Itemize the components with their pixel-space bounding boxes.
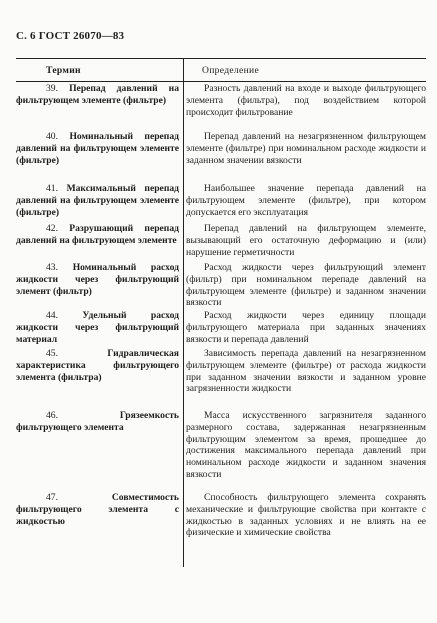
term-text: Грязеемкость фильтрующего элемента <box>16 410 179 433</box>
definition-cell: Перепад давлений на фильтрующем элементе, вызывающий его остаточную деформацию и (или) нарушение герметичности <box>186 223 426 258</box>
term-number: 42. <box>46 223 58 234</box>
term-cell <box>16 183 179 218</box>
term-cell <box>16 262 179 297</box>
term-cell <box>16 310 179 345</box>
column-header-term: Термин <box>46 65 81 76</box>
term-number: 43. <box>46 262 58 273</box>
term-text: Максимальный перепад давлений на фильтрующем элементе (фильтре) <box>16 183 179 218</box>
term-number: 39. <box>46 83 58 94</box>
term-text: Номинальный перепад давлений на фильтрующем элементе (фильтре) <box>16 131 179 166</box>
term-cell <box>16 410 179 434</box>
term-cell <box>16 131 179 166</box>
term-cell <box>16 492 179 527</box>
definition-cell: Наибольшее значение перепада давлений на фильтрующем элементе (фильтре), при котором допускается его эксплуатация <box>186 183 426 218</box>
term-text: Гидравлическая характеристика фильтрующего элемента (фильтра) <box>16 348 179 383</box>
term-text: Совместимость фильтрующего элемента с жидкостью <box>16 492 179 527</box>
term-number: 44. <box>46 310 58 321</box>
term-number: 46. <box>46 410 58 421</box>
definition-cell: Разность давлений на входе и выходе фильтрующего элемента (фильтра), под воздействием которой происходит фильтрование <box>186 83 426 118</box>
term-number: 47. <box>46 492 58 503</box>
definition-cell: Масса искусственного загрязнителя заданного размерного состава, задержанная незагрязненным фильтрующим элементом за время, прошедшее до достижения максимального перепада давлений при номинальном расходе жидкости и заданном значения вязкости <box>186 410 426 480</box>
term-text: Разрушающий перепад давлений на фильтрующем элементе <box>16 223 179 246</box>
term-text: Номинальный расход жидкости через фильтрующий элемент (фильтр) <box>16 262 179 297</box>
column-divider <box>183 58 184 567</box>
definition-cell: Перепад давлений на незагрязненном фильтрующем элементе (фильтре) при номинальном расходе жидкости и заданном значении вязкости <box>186 131 426 166</box>
table-top-rule <box>16 58 426 59</box>
term-number: 40. <box>46 131 58 142</box>
term-cell <box>16 223 179 247</box>
term-cell <box>16 83 179 107</box>
term-number: 41. <box>46 183 58 194</box>
definition-cell: Зависимость перепада давлений на незагрязненном фильтрующем элементе (фильтре) от расхода жидкости при заданном значении вязкости и заданном уровне загрязненности жидкости <box>186 348 426 395</box>
definition-cell: Расход жидкости через фильтрующий элемент (фильтр) при номинальном перепаде давлений на фильтрующем элементе (фильтре) и заданном значении вязкости <box>186 262 426 309</box>
term-number: 45. <box>46 348 58 359</box>
term-text: Удельный расход жидкости через фильтрующий материал <box>16 310 179 345</box>
page-header: С. 6 ГОСТ 26070—83 <box>16 30 125 42</box>
term-text: Перепад давлений на фильтрующем элементе (фильтре) <box>16 83 179 106</box>
definition-cell: Способность фильтрующего элемента сохранять механические и фильтрующие свойства при контакте с жидкостью в заданных условиях и не влиять на ее физические и химические свойства <box>186 492 426 539</box>
term-cell <box>16 348 179 383</box>
definition-cell: Расход жидкости через единицу площади фильтрующего материала при заданных значениях вязкости и перепада давлений <box>186 310 426 345</box>
table-header-rule <box>16 81 426 82</box>
column-header-definition: Определение <box>202 65 260 76</box>
